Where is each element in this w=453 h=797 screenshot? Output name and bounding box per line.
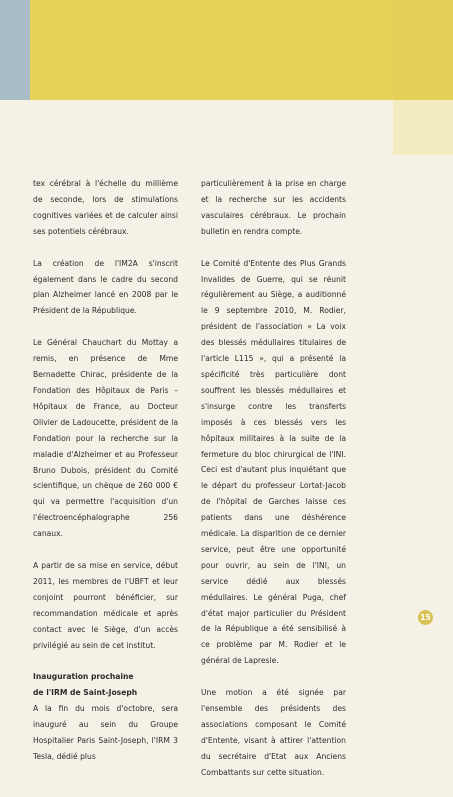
left-paragraph-1: tex cérébral à l'échelle du millième de seconde, lors de stimulations cognitives variées et de calculer ainsi ses potentiels cérébraux.	[33, 179, 178, 236]
right-paragraph-1: particulièrement à la prise en charge et la recherche sur les accidents vasculaires cérébraux. Le prochain bulletin en rendra compte.	[201, 179, 346, 236]
right-paragraph-3: Une motion a été signée par l'ensemble des présidents des associations composant le Comité d'Entente, visant à attirer l'attention du secrétaire d'Etat aux Anciens Combattants sur cette situation.	[201, 688, 346, 777]
top-band-yellow	[30, 0, 393, 100]
section-heading-line-1: Inauguration prochaine	[33, 672, 134, 682]
top-band-yellow-right	[393, 0, 453, 100]
left-paragraph-3: Le Général Chauchart du Mottay a remis, en présence de Mme Bernadette Chirac, présidente de la Fondation des Hôpitaux de Paris – Hôpitaux de France, au Docteur Olivier de Ladoucette, président de la Fondation pour la recherche sur la maladie d'Alzheimer et au Professeur Bruno Dubois, président du Comité scientifique, un chèque de 260 000 € qui va permettre l'acquisition d'un l'électroencéphalographe 256 canaux.	[33, 338, 178, 539]
left-paragraph-5: A la fin du mois d'octobre, sera inauguré au sein du Groupe Hospitalier Paris Saint-Joseph, l'IRM 3 Tesla, dédié plus	[33, 704, 178, 761]
top-band-blue	[0, 0, 30, 100]
left-paragraph-2: La création de l'IM2A s'inscrit également dans le cadre du second plan Alzheimer lancé en 2008 par le Président de la République.	[33, 258, 178, 316]
section-heading-line-2: de l'IRM de Saint-Joseph	[33, 688, 138, 698]
page-number-badge: 15	[418, 610, 433, 625]
left-column	[33, 176, 178, 781]
left-paragraph-4: A partir de sa mise en service, début 2011, les membres de l'UBFT et leur conjoint pourront bénéficier, sur recommandation médicale et après contact avec le Siège, d'un accès privilégié au sein de cet institut.	[33, 561, 178, 650]
section-heading	[33, 669, 178, 701]
side-band-cream	[393, 100, 453, 155]
right-column	[201, 176, 346, 797]
right-paragraph-2: Le Comité d'Entente des Plus Grands Invalides de Guerre, qui se réunit régulièrement au Siège, a auditionné le 9 septembre 2010, M. Rodier, président de l'association « La voix des blessés médullaires titulaires de l'article L115 », qui a présenté la spécificité très particulière dont souffrent les blessés médullaires et s'insurge contre les transferts imposés à ces blessés vers les hôpitaux militaires à la suite de la fermeture du bloc chirurgical de l'INI. Ceci est d'autant plus inquiétant que le départ du professeur Lortat-Jacob de l'hôpital de Garches laisse ces patients dans une déshérence médicale. La disparition de ce dernier service, peut être une opportunité pour ouvrir, au sein de l'INI, un service dédié aux blessés médullaires. Le général Puga, chef d'état major particulier du Président de la République a été sensibilisé à ce problème par M. Rodier et le général de Lapresle.	[201, 258, 346, 666]
